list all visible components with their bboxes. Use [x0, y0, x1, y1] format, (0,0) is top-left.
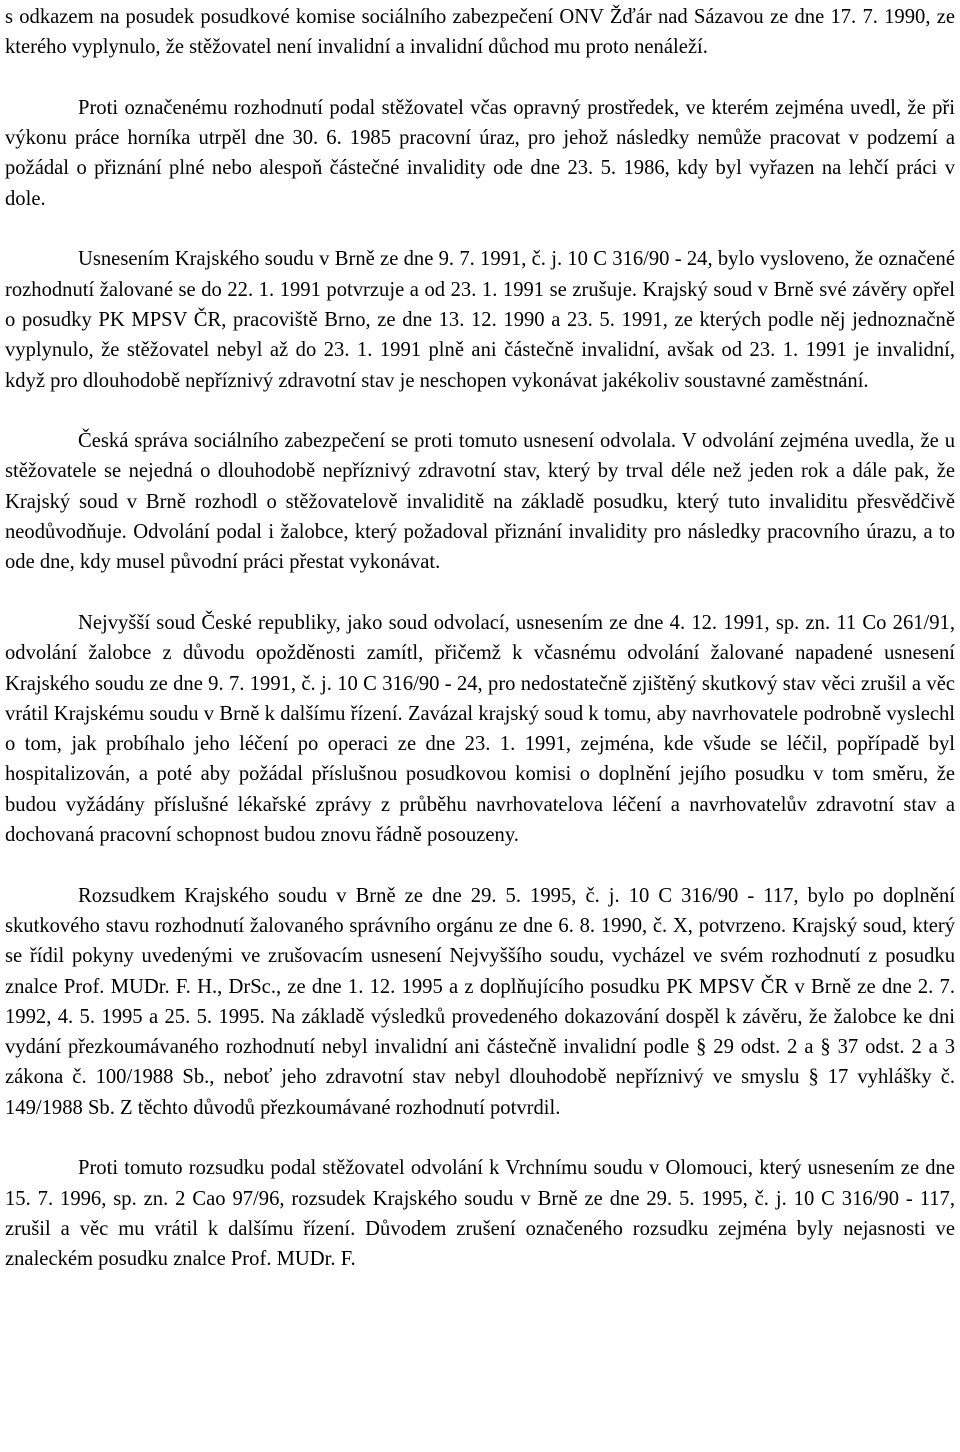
paragraph-2: Proti označenému rozhodnutí podal stěžovatel včas opravný prostředek, ve kterém zejména uvedl, že při výkonu práce horníka utrpěl dne 30. 6. 1985 pracovní úraz, pro jehož následky nemůže pracovat v podzemí a požádal o přiznání plné nebo alespoň částečné invalidity ode dne 23. 5. 1986, kdy byl vyřazen na lehčí práci v dole.: [5, 96, 955, 210]
paragraph-7: Proti tomuto rozsudku podal stěžovatel odvolání k Vrchnímu soudu v Olomouci, který usnesením ze dne 15. 7. 1996, sp. zn. 2 Cao 97/96, rozsudek Krajského soudu v Brně ze dne 29. 5. 1995, č. j. 10 C 316/90 - 117, zrušil a věc mu vrátil k dalšímu řízení. Důvodem zrušení označeného rozsudku zejména byly nejasnosti ve znaleckém posudku znalce Prof. MUDr. F.: [5, 1157, 955, 1271]
paragraph-3: Usnesením Krajského soudu v Brně ze dne 9. 7. 1991, č. j. 10 C 316/90 - 24, bylo vysloveno, že označené rozhodnutí žalované se do 22. 1. 1991 potvrzuje a od 23. 1. 1991 se zrušuje. Krajský soud v Brně své závěry opřel o posudky PK MPSV ČR, pracoviště Brno, ze dne 13. 12. 1990 a 23. 5. 1991, ze kterých podle něj jednoznačně vyplynulo, že stěžovatel nebyl až do 23. 1. 1991 plně ani částečně invalidní, avšak od 23. 1. 1991 je invalidní, když pro dlouhodobě nepříznivý zdravotní stav je neschopen vykonávat jakékoliv soustavné zaměstnání.: [5, 248, 955, 392]
paragraph-6: Rozsudkem Krajského soudu v Brně ze dne 29. 5. 1995, č. j. 10 C 316/90 - 117, bylo po doplnění skutkového stavu rozhodnutí žalovaného správního orgánu ze dne 6. 8. 1990, č. X, potvrzeno. Krajský soud, který se řídil pokyny uvedenými ve zrušovacím usnesení Nejvyššího soudu, vycházel ve svém rozhodnutí z posudku znalce Prof. MUDr. F. H., DrSc., ze dne 1. 12. 1995 a z doplňujícího posudku PK MPSV ČR v Brně ze dne 2. 7. 1992, 4. 5. 1995 a 25. 5. 1995. Na základě výsledků provedeného dokazování dospěl k závěru, že žalobce ke dni vydání přezkoumávaného rozhodnutí nebyl invalidní ani částečně invalidní podle § 29 odst. 2 a § 37 odst. 2 a 3 zákona č. 100/1988 Sb., neboť jeho zdravotní stav nebyl dlouhodobě nepříznivý ve smyslu § 17 vyhlášky č. 149/1988 Sb. Z těchto důvodů přezkoumávané rozhodnutí potvrdil.: [5, 884, 955, 1119]
document-text: [5, 2, 955, 1274]
paragraph-1: s odkazem na posudek posudkové komise sociálního zabezpečení ONV Žďár nad Sázavou ze dne 17. 7. 1990, ze kterého vyplynulo, že stěžovatel není invalidní a invalidní důchod mu proto nenáleží.: [5, 6, 955, 59]
paragraph-5: Nejvyšší soud České republiky, jako soud odvolací, usnesením ze dne 4. 12. 1991, sp. zn. 11 Co 261/91, odvolání žalobce z důvodu opožděnosti zamítl, přičemž k včasnému odvolání žalované napadené usnesení Krajského soudu ze dne 9. 7. 1991, č. j. 10 C 316/90 - 24, pro nedostatečně zjištěný skutkový stav věci zrušil a věc vrátil Krajskému soudu v Brně k dalšímu řízení. Zavázal krajský soud k tomu, aby navrhovatele podrobně vyslechl o tom, jak probíhalo jeho léčení po operaci ze dne 23. 1. 1991, zejména, kde všude se léčil, popřípadě byl hospitalizován, a poté aby požádal příslušnou posudkovou komisi o doplnění jejího posudku v tom směru, že budou vyžádány příslušné lékařské zprávy z průběhu navrhovatelova léčení a navrhovatelův zdravotní stav a dochovaná pracovní schopnost budou znovu řádně posouzeny.: [5, 611, 955, 847]
paragraph-4: Česká správa sociálního zabezpečení se proti tomuto usnesení odvolala. V odvolání zejména uvedla, že u stěžovatele se nejedná o dlouhodobě nepříznivý zdravotní stav, který by trval déle než jeden rok a dále pak, že Krajský soud v Brně rozhodl o stěžovatelově invaliditě na základě posudku, který tuto invaliditu přesvědčivě neodůvodňuje. Odvolání podal i žalobce, který požadoval přiznání invalidity pro následky pracovního úrazu, a to ode dne, kdy musel původní práci přestat vykonávat.: [5, 430, 955, 574]
